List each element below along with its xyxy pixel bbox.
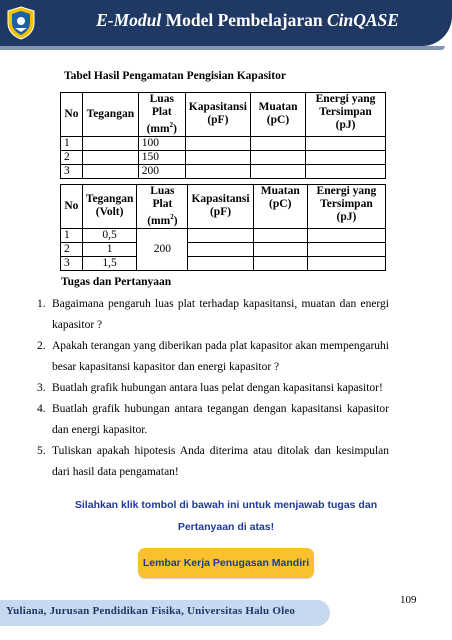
- table-row: [61, 164, 386, 178]
- header-energi: Energi yang Tersimpan (pJ): [307, 185, 385, 229]
- header-kapasitansi: Kapasitansi (pF): [188, 185, 253, 229]
- header-luas-plat: Luas Plat $(mm^2)$: [137, 185, 188, 229]
- cell-empty: [306, 164, 386, 178]
- table-header-row: [61, 93, 386, 137]
- cell-no: 3: [61, 164, 83, 178]
- page-header: [0, 0, 452, 46]
- cell-no: 1: [61, 228, 83, 242]
- cell-empty: [306, 136, 386, 150]
- table-row: [61, 228, 386, 242]
- observation-table-voltage: [60, 184, 386, 271]
- cell-empty: [307, 256, 385, 270]
- cell-tegangan: 1: [82, 242, 137, 256]
- cell-empty: [253, 242, 307, 256]
- cell-empty: [185, 164, 250, 178]
- cell-tegangan: 1,5: [82, 256, 137, 270]
- table-row: [61, 256, 386, 270]
- cell-empty: [307, 228, 385, 242]
- cell-empty: [185, 150, 250, 164]
- cell-luas: 100: [138, 136, 185, 150]
- cell-no: 1: [61, 136, 83, 150]
- table-row: [61, 136, 386, 150]
- cell-empty: [306, 150, 386, 164]
- cell-empty: [307, 242, 385, 256]
- header-no: No: [61, 185, 83, 229]
- cell-empty: [188, 242, 253, 256]
- cell-empty: [250, 164, 305, 178]
- table-header-row: [61, 185, 386, 229]
- cell-tegangan: [82, 164, 138, 178]
- cell-empty: [250, 136, 305, 150]
- list-item: 3. Buatlah grafik hubungan antara luas pelat dengan kapasitansi kapasitor!: [37, 382, 383, 394]
- header-no: No: [61, 93, 83, 137]
- instruction-text: Silahkan klik tombol di bawah ini untuk menjawab tugas dan Pertanyaan di atas!: [74, 499, 378, 533]
- cell-no: 3: [61, 256, 83, 270]
- table-caption: Tabel Hasil Pengamatan Pengisian Kapasitor: [64, 70, 286, 82]
- table-row: [61, 150, 386, 164]
- tasks-title: Tugas dan Pertanyaan: [61, 276, 172, 288]
- table-row: [61, 242, 386, 256]
- worksheet-button[interactable]: Lembar Kerja Penugasan Mandiri: [138, 548, 314, 578]
- cell-empty: [188, 256, 253, 270]
- university-logo-icon: [6, 6, 36, 40]
- module-title: E-Modul Model Pembelajaran CinQASE: [96, 10, 399, 30]
- cell-empty: [253, 256, 307, 270]
- header-muatan: Muatan (pC): [253, 185, 307, 229]
- list-item: 2. Apakah terangan yang diberikan pada plat kapasitor akan mempengaruhi besar kapasitansi kapasitor dan energi kapasitor ?: [37, 340, 389, 373]
- cell-no: 2: [61, 150, 83, 164]
- list-item: 1. Bagaimana pengaruh luas plat terhadap kapasitansi, muatan dan energi kapasitor ?: [37, 298, 389, 331]
- cell-luas: 150: [138, 150, 185, 164]
- cell-luas: 200: [138, 164, 185, 178]
- header-tegangan: Tegangan (Volt): [82, 185, 137, 229]
- header-tegangan: Tegangan: [82, 93, 138, 137]
- cell-tegangan: [82, 136, 138, 150]
- footer-author: Yuliana, Jurusan Pendidikan Fisika, Universitas Halu Oleo: [6, 605, 296, 617]
- cell-no: 2: [61, 242, 83, 256]
- cell-luas-merged: 200: [137, 228, 188, 270]
- header-muatan: Muatan (pC): [250, 93, 305, 137]
- list-item: 5. Tuliskan apakah hipotesis Anda diterima atau ditolak dan kesimpulan dari hasil data pengamatan!: [37, 445, 389, 478]
- header-stripe: [0, 46, 445, 50]
- cell-empty: [253, 228, 307, 242]
- cell-empty: [188, 228, 253, 242]
- footer-band: [0, 600, 330, 626]
- header-kapasitansi: Kapasitansi (pF): [185, 93, 250, 137]
- list-item: 4. Buatlah grafik hubungan antara tegangan dengan kapasitansi kapasitor dan energi kapasitor.: [37, 403, 389, 436]
- page-number: 109: [400, 594, 417, 606]
- cell-tegangan: [82, 150, 138, 164]
- header-energi: Energi yang Tersimpan (pJ): [306, 93, 386, 137]
- cell-tegangan: 0,5: [82, 228, 137, 242]
- cell-empty: [185, 136, 250, 150]
- cell-empty: [250, 150, 305, 164]
- observation-table-area: [60, 92, 386, 179]
- question-list: [37, 294, 389, 483]
- header-luas-plat: Luas Plat $(mm^2)$: [138, 93, 185, 137]
